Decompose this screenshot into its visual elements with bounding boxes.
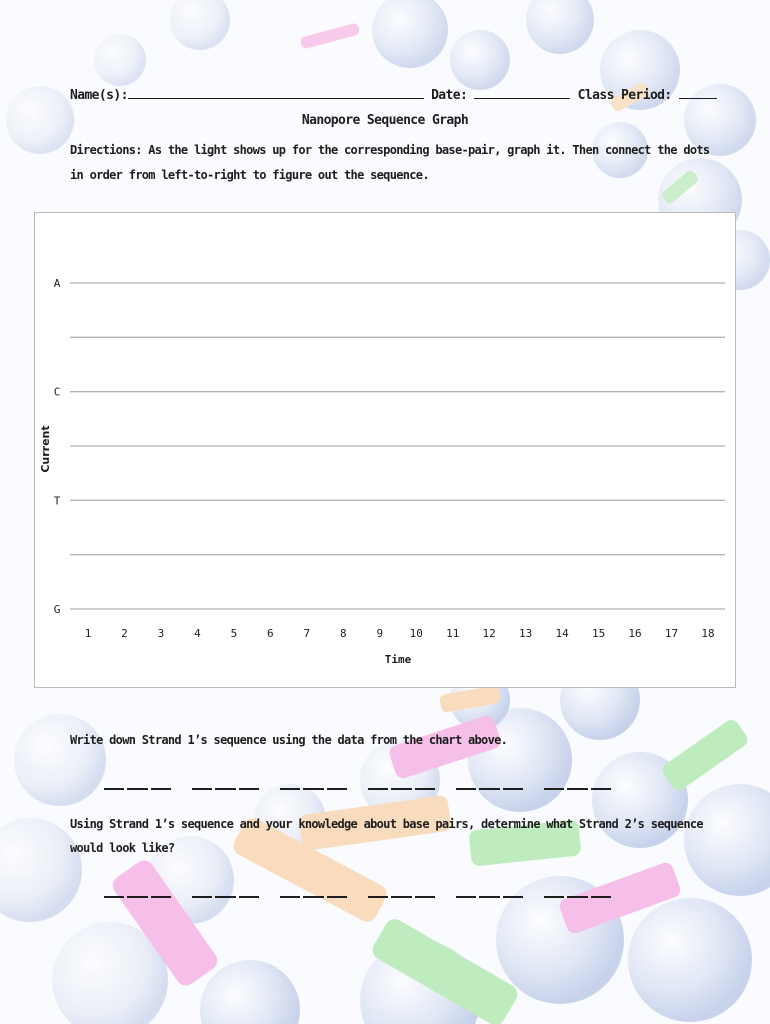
date-label: Date:	[431, 88, 468, 103]
answer-blank-group	[104, 886, 171, 906]
answer-blank-group	[368, 778, 435, 798]
answer-blank[interactable]	[303, 788, 323, 790]
answer-blank[interactable]	[479, 896, 499, 898]
answer-blank[interactable]	[567, 896, 587, 898]
answer-blank[interactable]	[280, 788, 300, 790]
answer-blank[interactable]	[215, 788, 235, 790]
x-tick-label: 9	[376, 627, 384, 640]
y-tick-label: C	[53, 385, 61, 399]
x-tick-label: 3	[157, 627, 165, 640]
x-tick-label: 17	[664, 627, 679, 640]
answer-blank-group	[192, 778, 259, 798]
answer-blank[interactable]	[479, 788, 499, 790]
directions-text: Directions: As the light shows up for the corresponding base-pair, graph it. Then connect the dots in order from left-to-right to figure out the sequence.	[70, 143, 710, 182]
answer-blank[interactable]	[391, 896, 411, 898]
answer-blank[interactable]	[239, 896, 259, 898]
strand-1-answer-blanks	[104, 778, 624, 798]
answer-blank[interactable]	[104, 896, 124, 898]
date-field[interactable]	[474, 86, 570, 99]
answer-blank[interactable]	[544, 896, 564, 898]
x-tick-label: 7	[303, 627, 311, 640]
x-tick-label: 8	[339, 627, 347, 640]
chart-plot-area[interactable]	[35, 213, 735, 687]
y-tick-label: G	[53, 603, 61, 616]
answer-blank[interactable]	[368, 788, 388, 790]
header-line	[70, 86, 710, 103]
answer-blank[interactable]	[544, 788, 564, 790]
answer-blank[interactable]	[567, 788, 587, 790]
x-axis-label: Time	[384, 653, 412, 666]
answer-blank[interactable]	[151, 788, 171, 790]
answer-blank[interactable]	[215, 896, 235, 898]
name-field[interactable]	[128, 86, 424, 99]
x-tick-label: 16	[628, 627, 642, 640]
answer-blank[interactable]	[104, 788, 124, 790]
answer-blank-group	[544, 886, 611, 906]
x-tick-label: 14	[555, 627, 569, 640]
x-tick-label: 5	[230, 627, 238, 640]
x-tick-label: 12	[482, 627, 496, 640]
answer-blank[interactable]	[127, 896, 147, 898]
answer-blank-group	[104, 778, 171, 798]
answer-blank[interactable]	[456, 788, 476, 790]
answer-blank-group	[368, 886, 435, 906]
x-tick-label: 15	[591, 627, 606, 640]
answer-blank-group	[280, 778, 347, 798]
page-title: Nanopore Sequence Graph	[301, 113, 469, 128]
answer-blank[interactable]	[192, 896, 212, 898]
x-tick-label: 13	[519, 627, 533, 640]
answer-blank[interactable]	[415, 788, 435, 790]
answer-blank[interactable]	[368, 896, 388, 898]
x-tick-label: 2	[121, 627, 128, 640]
answer-blank[interactable]	[127, 788, 147, 790]
answer-blank[interactable]	[327, 788, 347, 790]
x-tick-label: 18	[701, 627, 715, 640]
answer-blank[interactable]	[280, 896, 300, 898]
answer-blank-group	[456, 886, 523, 906]
answer-blank[interactable]	[503, 896, 523, 898]
question-2-prompt: Using Strand 1’s sequence and your knowledge about base pairs, determine what Strand 2’s sequence would look like?	[70, 817, 703, 855]
class-period-field[interactable]	[679, 86, 717, 99]
sequence-chart	[34, 212, 736, 688]
x-tick-label: 1	[84, 627, 92, 640]
answer-blank[interactable]	[391, 788, 411, 790]
strand-2-answer-blanks	[104, 886, 624, 906]
answer-blank-group	[456, 778, 523, 798]
answer-blank[interactable]	[591, 788, 611, 790]
x-tick-label: 6	[267, 627, 274, 640]
y-tick-label: A	[53, 277, 61, 290]
x-tick-label: 10	[409, 627, 423, 640]
answer-blank[interactable]	[456, 896, 476, 898]
x-tick-label: 11	[446, 627, 460, 640]
y-tick-label: T	[53, 494, 61, 508]
name-label: Name(s):	[70, 88, 128, 103]
answer-blank[interactable]	[151, 896, 171, 898]
answer-blank[interactable]	[591, 896, 611, 898]
answer-blank-group	[280, 886, 347, 906]
answer-blank[interactable]	[303, 896, 323, 898]
y-axis-label: Current	[39, 425, 52, 473]
answer-blank[interactable]	[415, 896, 435, 898]
answer-blank-group	[544, 778, 611, 798]
answer-blank[interactable]	[327, 896, 347, 898]
x-tick-label: 4	[194, 627, 201, 640]
answer-blank[interactable]	[503, 788, 523, 790]
answer-blank-group	[192, 886, 259, 906]
class-period-label: Class Period:	[577, 88, 672, 103]
answer-blank[interactable]	[192, 788, 212, 790]
question-1-prompt: Write down Strand 1’s sequence using the data from the chart above.	[70, 733, 508, 747]
answer-blank[interactable]	[239, 788, 259, 790]
